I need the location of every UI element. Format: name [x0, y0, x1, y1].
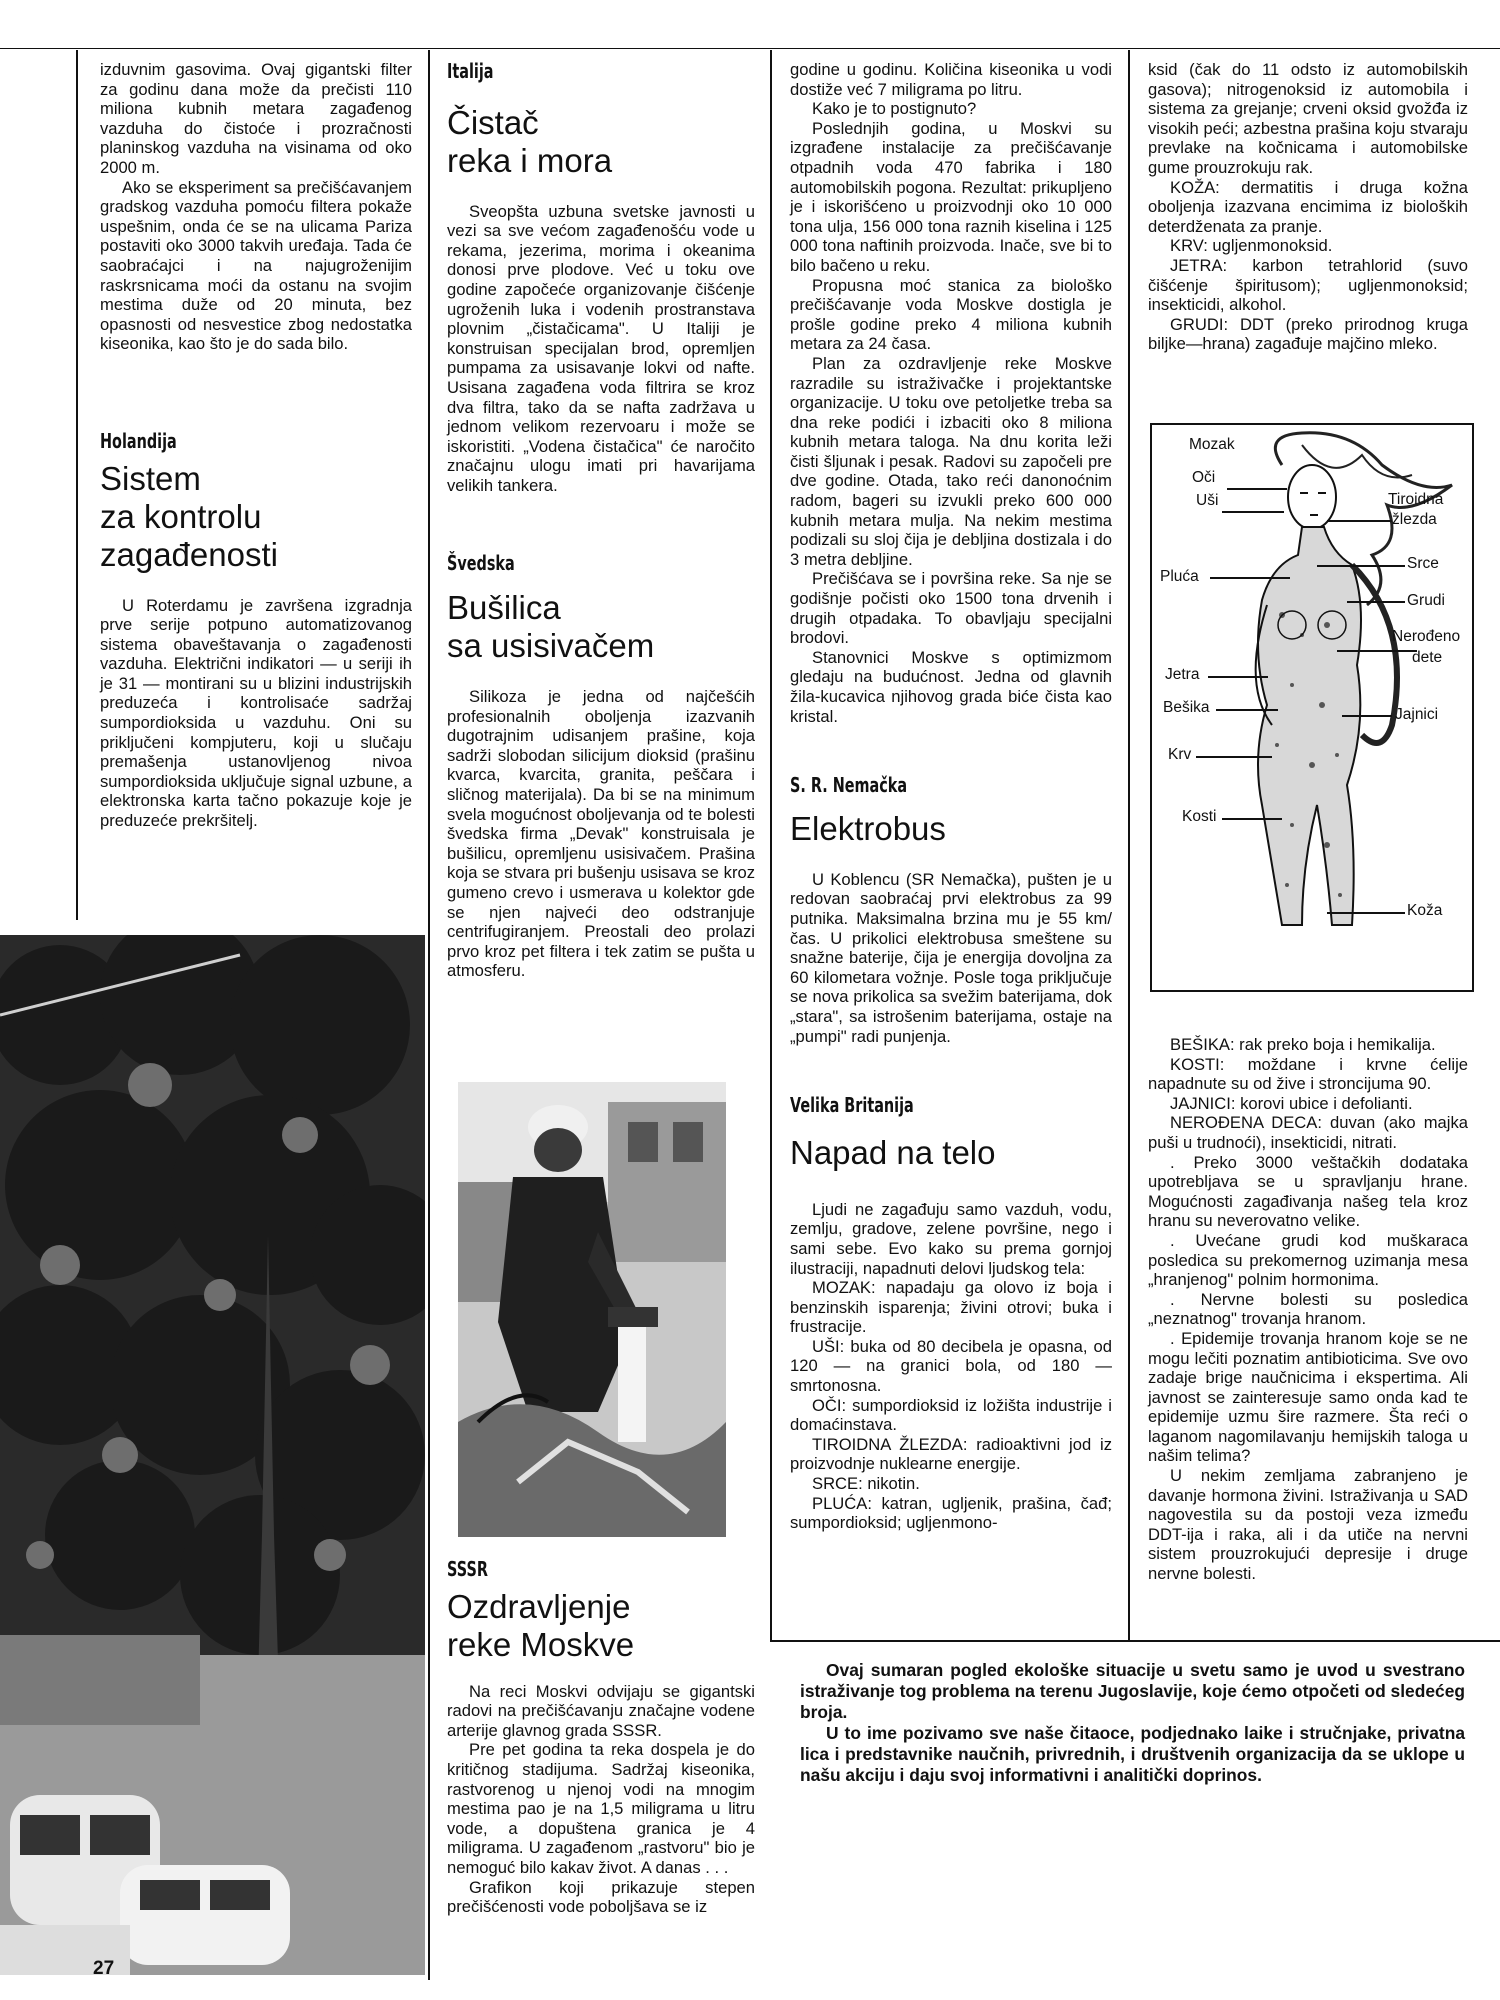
summary-p2: U to ime pozivamo sve naše čitaoce, podjednako laike i stručnjake, privatna lica i predstavnike naučnih, privrednih, i društvenih organizacija da se uklope u našu akciju i daju svoj informativni i analitički doprinos.: [800, 1723, 1465, 1785]
headline-holandija: Sistem za kontrolu zagađenosti: [100, 459, 278, 573]
column-3: [790, 60, 1112, 1533]
pointer-jajnici: [1342, 715, 1392, 717]
moskva-cont-p4: Propusna moć stanica za biološko prečišćavanje voda Moskve dostigla je prošle godine preko 4 miliona kubnih metara za 24 časa.: [790, 275, 1112, 354]
label-usi: Uši: [1196, 492, 1219, 509]
col4-p4: JETRA: karbon tetrahlorid (suvo čišćenje špiritusom); ugljenmonoksid; insekticidi, alkohol.: [1148, 255, 1468, 315]
label-nerodjeno-2: dete: [1412, 649, 1443, 666]
pointer-nerodjeno: [1337, 650, 1417, 652]
summary-p1: Ovaj sumaran pogled ekološke situacije u svetu samo je uvod u svestrano istraživanje tog problema na terenu Jugoslavije, koje ćemo otpočeti od sledećeg broja.: [800, 1660, 1465, 1722]
column-rule-1: [428, 50, 430, 1980]
pointer-usi: [1222, 511, 1284, 513]
col4-p2: KOŽA: dermatitis i druga kožna oboljenja izazvana encimima iz bioloških deterdženata za pranje.: [1148, 177, 1468, 236]
kicker-nemacka: S. R. Nemačka: [790, 773, 908, 798]
headline-nemacka: Elektrobus: [790, 809, 946, 847]
col4-bottom-p2: KOSTI: moždane i krvne ćelije napadnute su od žive i stroncijuma 90.: [1148, 1054, 1468, 1094]
col4-bottom-p9: U nekim zemljama zabranjeno je davanje hormona živini. Istraživanja u SAD nagovestila su da postoji veza između DDT-ija i raka, ali i da utiče na nervni sistem prouzrokujući depresije i druge nervne bolesti.: [1148, 1466, 1468, 1584]
col4-p5: GRUDI: DDT (preko prirodnog kruga biljke—hrana) zagađuje majčino mleko.: [1148, 314, 1468, 354]
pointer-pluca: [1210, 577, 1290, 579]
moskva-cont-p1: godine u godinu. Količina kiseonika u vodi dostiže već 7 miligrama po litru.: [790, 60, 1112, 99]
label-jetra: Jetra: [1165, 666, 1200, 683]
article-sssr-p3: Grafikon koji prikazuje stepen prečišćenosti vode poboljšava se iz: [447, 1877, 755, 1917]
label-grudi: Grudi: [1407, 592, 1445, 609]
col4-bottom-p5: . Preko 3000 veštačkih dodataka upotrebljava se u spravljanju hrane. Mogućnosti zagađivanja našeg tela kroz hranu su neverovatno velike.: [1148, 1152, 1468, 1231]
pointer-oci: [1227, 488, 1287, 490]
headline-sssr: Ozdravljenje reke Moskve: [447, 1587, 635, 1663]
britanija-p2: MOZAK: napadaju ga olovo iz boja i benzinskih isparenja; živini otrovi; buka i frustracije.: [790, 1278, 1112, 1337]
kicker-britanija: Velika Britanija: [790, 1093, 914, 1118]
col4-bottom-p3: JAJNICI: korovi ubice i defolianti.: [1170, 1093, 1413, 1113]
britanija-p3: UŠI: buka od 80 decibela je opasna, od 120 — na granici bola, od 180 — smrtonosna.: [790, 1336, 1112, 1396]
article-holandija-body: U Roterdamu je završena izgradnja prve serije potpuno automatizovanog sistema obaveštavanja o zagađenosti vazduha. Električni indikatori — u seriji ih je 31 — montirani su u blizini industrijskih preduzeća i kontrolisaće sadržaj sumpordioksida u vazduhu. Oni su priključeni kompjuteru, koji u slučaju premašenja ustanovljenog nivoa sumpordioksida uključuje signal uzbune, a elektronska karta tačno pokazuje koje je preduzeće prekršitelj.: [100, 595, 412, 831]
pointer-grudi: [1347, 601, 1405, 603]
kicker-sssr: SSSR: [447, 1557, 488, 1581]
pointer-srce: [1317, 565, 1405, 567]
label-oci: Oči: [1192, 469, 1216, 486]
britanija-p7: PLUĆA: katran, ugljenik, prašina, čađ; sumpordioksid; ugljenmono-: [790, 1493, 1112, 1533]
headline-svedska: Bušilica sa usisivačem: [447, 589, 655, 665]
column-1: [100, 60, 412, 831]
editorial-summary: [800, 1660, 1465, 1786]
pointer-besika: [1216, 709, 1278, 711]
britanija-p4: OČI: sumpordioksid iz ložišta industrije i domaćinstava.: [790, 1395, 1112, 1435]
column-rule-3: [1128, 50, 1130, 1640]
kicker-italija: Italija: [447, 59, 494, 83]
pointer-krv: [1196, 756, 1272, 758]
summary-rule: [770, 1640, 1500, 1642]
label-pluca: Pluća: [1160, 568, 1199, 585]
article-italija-body: Sveopšta uzbuna svetske javnosti u vezi sa sve većom zagađenošću vode u rekama, jezerima, morima i okeanima donosi prve plodove. Već u toku ove godine započeće organizovanje čišćenje ugroženih luka i vodenih prostranstava plovnim „čistačicama". U Italiji je konstruisan specijalan brod, opremljen pumpama za usisavanje lokvi od nafte. Usisana zagađena voda filtrira se kroz dva filtra, tako da se nafta zadržava u jednom velikom rezervoaru i može se iskoristiti. „Vodena čistačica" će naročito značajnu ulogu imati pri havarijama velikih tankera.: [447, 201, 755, 495]
col4-p1: ksid (čak do 11 odsto iz automobilskih gasova); nitrogenoksid iz automobila i sistema za grejanje; crveni oksid gvožđa iz visokih peći; azbestna prašina koju stvaraju prevlake na kočnicama i automobilske gume prouzrokuju rak.: [1148, 60, 1468, 177]
label-besika: Bešika: [1163, 699, 1210, 716]
moskva-cont-p2: Kako je to postignuto?: [812, 99, 977, 119]
article-sssr-p1: Na reci Moskvi odvijaju se gigantski radovi na prečišćavanju značajne vodene arterije glavnog grada SSSR.: [447, 1681, 755, 1740]
top-rule: [0, 48, 1500, 49]
pointer-tiroidna: [1327, 520, 1392, 522]
col4-p3: KRV: ugljenmonoksid.: [1170, 236, 1333, 256]
drill-worker-photo: [458, 1082, 726, 1537]
label-krv: Krv: [1168, 746, 1192, 763]
column-4-top: [1148, 60, 1468, 354]
moskva-cont-p5: Plan za ozdravljenje reke Moskve razradile su istraživačke i projektantske organizacije. U toku ove petoljetke treba sa dna reke podići i izbaciti oko 8 miliona kubnih metara taloga. Na dnu korita leži čisti šljunak i pesak. Radovi su započeli pre dve godine. Otada, tako reći danonoćnim radom, bageri su izvukli preko 600 000 kubnih metara mulja. Na nekim mestima podizali su sloj čija je debljina dostizala i do 3 metra debljine.: [790, 353, 1112, 569]
moskva-cont-p7: Stanovnici Moskve s optimizmom gledaju na budućnost. Jedna od glavnih žila-kucavica njihovog grada biće čista kao kristal.: [790, 647, 1112, 726]
label-tiroidna-1: Tiroidna: [1388, 491, 1444, 508]
label-jajnici: Jajnici: [1395, 706, 1439, 723]
column-4-bottom: [1148, 1035, 1468, 1584]
column-2: [447, 59, 755, 981]
label-kosti: Kosti: [1182, 808, 1217, 825]
col4-bottom-p6: . Uvećane grudi kod muškaraca posledica su prekomernog uzimanja mesa „hranjenog" polnim hormonima.: [1148, 1230, 1468, 1290]
column-rule-2: [770, 50, 772, 1640]
pointer-kosti: [1222, 818, 1282, 820]
col4-bottom-p8: . Epidemije trovanja hranom koje se ne mogu lečiti poznatim antibioticima. Sve ovo zadaje brige naučnicima i ekspertima. Ali javnost se zainteresuje samo onda kad te epidemije uzmu šire razmere. Šta reći o laganom nagomilavanju hemijskih taloga u našim telima?: [1148, 1328, 1468, 1466]
label-nerodjeno-1: Nerođeno: [1392, 628, 1461, 645]
body-illustration: [1150, 423, 1474, 992]
article-sssr-p2: Pre pet godina ta reka dospela je do kritičnog stadijuma. Sadržaj kiseonika, rastvorenog u njenoj vodi na mnogim mestima pao je na 1,5 miligrama u litru vode, a dopuštena granica je 4 miligrama. U zagađenom „rastvoru" bio je nemoguć bilo kakav život. A danas . . .: [447, 1740, 755, 1877]
britanija-p1: Ljudi ne zagađuju samo vazduh, vodu, zemlju, gradove, zelene površine, nego i sami sebe. Evo kako su prema gornjoj ilustraciji, napadnuti delovi ljudskog tela:: [790, 1199, 1112, 1278]
col4-bottom-p7: . Nervne bolesti su posledica „neznatnog" trovanja hranom.: [1148, 1289, 1468, 1329]
moskva-cont-p6: Prečišćava se i površina reke. Sa nje se godišnje počisti oko 1500 tona drvenih i drugih otpadaka. To obavljaju specijalni brodovi.: [790, 569, 1112, 648]
britanija-p5: TIROIDNA ŽLEZDA: radioaktivni jod iz proizvodnje nuklearne energije.: [790, 1434, 1112, 1474]
column-rule-left: [76, 50, 78, 920]
pointer-koza: [1327, 912, 1405, 914]
article-svedska-body: Silikoza je jedna od najčešćih profesionalnih oboljenja izazvanih dugotrajnim udisanjem prašine, koja sadrži slobodan silicijum dioksid (prašinu kvarca, kvarcita, granita, peščara i sličnog materijala). Da bi se na minimum svela mogućnost oboljevanja od te bolesti švedska firma „Devak" konstruisala je bušilicu, opremljenu usisivačem. Prašina koja se stvara pri bušenju usisava se kroz gumeno crevo i usmerava u kolektor gde se njen najveći deo odstranjuje centrifugiranjem. Preostali deo prolazi prvo kroz pet filtera i tek zatim se pušta u atmosferu.: [447, 687, 755, 981]
label-mozak: Mozak: [1189, 436, 1235, 453]
label-koza: Koža: [1407, 902, 1443, 919]
moskva-cont-p3: Poslednjih godina, u Moskvi su izgrađene instalacije za prečišćavanje otpadnih voda 470 fabrika i 180 automobilskih pogona. Rezultat: prikupljeno je i iskorišćeno u proizvodnji oko 10 000 tona ulja, 156 000 tona raznih kiselina i 125 000 tona naftinih proizvoda. Inače, sve bi to bilo bačeno u reku.: [790, 118, 1112, 275]
britanija-p6: SRCE: nikotin.: [812, 1474, 920, 1494]
kicker-svedska: Švedska: [447, 550, 515, 575]
page-number: 27: [93, 1958, 115, 1979]
pointer-jetra: [1208, 676, 1268, 678]
label-srce: Srce: [1407, 555, 1439, 572]
label-tiroidna-2: žlezda: [1392, 511, 1437, 528]
headline-britanija: Napad na telo: [790, 1133, 996, 1171]
headline-italija: Čistač reka i mora: [447, 103, 613, 179]
article-sssr: [447, 1557, 755, 1917]
col4-bottom-p4: NEROĐENA DECA: duvan (ako majka puši u trudnoći), insekticidi, nitrati.: [1148, 1113, 1468, 1152]
col4-bottom-p1: BEŠIKA: rak preko boja i hemikalija.: [1170, 1035, 1436, 1054]
street-photo: [0, 935, 425, 1975]
intro-paragraph-2: Ako se eksperiment sa prečišćavanjem gradskog vazduha pomoću filtera pokaže uspešnim, onda će se na ulicama Pariza postaviti oko 3000 takvih uređaja. Tada će saobraćajci i na najugroženijim raskrsnicama moći da ostanu na svojim mestima duže od 20 minuta, bez opasnosti od nesvestice zbog nedostatka kiseonika, kao što je do sada bilo.: [100, 177, 412, 354]
intro-paragraph-1: izduvnim gasovima. Ovaj gigantski filter za godinu dana može da prečisti 110 miliona kubnih metara zagađenog vazduha do čistoće i prozračnosti planinskog vazduha na visinama od oko 2000 m.: [100, 60, 412, 177]
article-nemacka-body: U Koblencu (SR Nemačka), pušten je u redovan saobraćaj prvi elektrobus za 99 putnika. Maksimalna brzina mu je 55 km/čas. U prikolici elektrobusa smeštene su snažne baterije, čija je energija dovoljna za 60 kilometara vožnje. Posle toga priključuje se nova prikolica sa svežim baterijama, dok „stara", sa istrošenim baterijama, ostaje na „pumpi" radi punjenja.: [790, 869, 1112, 1046]
kicker-holandija: Holandija: [100, 428, 177, 453]
